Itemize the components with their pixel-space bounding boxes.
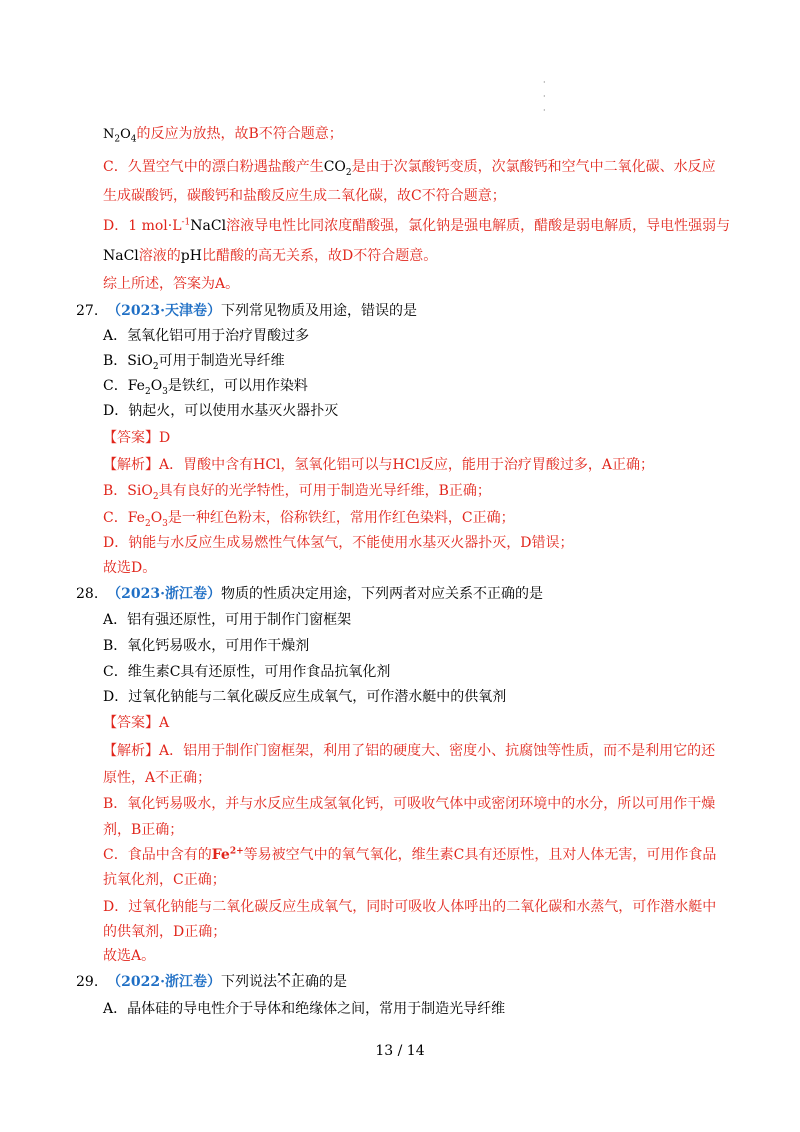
q28-analysis-2: 原性，A不正确； (103, 770, 212, 786)
q28-analysis-7: D．过氧化钠能与二氧化碳反应生成氧气，同时可吸收人体呼出的二氧化碳和水蒸气，可作潜水艇中 (103, 899, 717, 915)
q27-analysis-1: 【解析】A．胃酸中含有HCl，氢氧化铝可以与HCl反应，能用于治疗胃酸过多，A正确； (103, 457, 655, 473)
question-source: （2022·浙江卷） (107, 974, 222, 990)
q27-option-d: D．钠起火，可以使用水基灭火器扑灭 (103, 403, 339, 419)
question-29-stem: 29. （2022·浙江卷）下列说法• • • 不正确的是 (76, 972, 347, 992)
q29-option-a: A．晶体硅的导电性介于导体和绝缘体之间，常用于制造光导纤维 (103, 1001, 506, 1017)
q27-analysis-4: D．钠能与水反应生成易燃性气体氢气，不能使用水基灭火器扑灭，D错误； (103, 535, 574, 551)
prev-line-1: $N_2O_4$的反应为放热，故B不符合题意； (103, 126, 343, 145)
prev-option-d-line1: D．1 $mol\cdot L^{-1}NaCl$溶液导电性比同浓度醋酸强，氯化钠是强电解质，醋酸是弱电解质，导电性强弱与 (103, 217, 731, 234)
question-source: （2023·天津卷） (107, 303, 222, 319)
question-number: 29. (76, 974, 99, 990)
q27-option-b: B．SiO$_2$可用于制造光导纤维 (103, 353, 285, 372)
q28-answer: 【答案】A (103, 715, 170, 731)
prev-option-c-line1: C．久置空气中的漂白粉遇盐酸产生$CO_2$是由于次氯酸钙变质，次氯酸钙和空气中二氧化碳、水反应 (103, 159, 716, 178)
question-number: 27. (76, 303, 99, 319)
q28-analysis-1: 【解析】A．铝用于制作门窗框架，利用了铝的硬度大、密度小、抗腐蚀等性质，而不是利用它的还 (103, 743, 716, 759)
emphasis-marks: • • • 不正确 (277, 974, 319, 990)
q27-analysis-3: C．$Fe_2O_3$是一种红色粉末，俗称铁红，常用作红色染料，C正确； (103, 510, 515, 529)
q28-analysis-9: 故选A。 (103, 948, 156, 964)
q27-answer: 【答案】D (103, 430, 171, 446)
q28-analysis-6: 抗氧化剂，C正确； (103, 872, 226, 888)
prev-summary: 综上所述，答案为A。 (103, 276, 240, 292)
q28-analysis-5: C．食品中含有的$Fe^{2+}$等易被空气中的氧气氧化，维生素C具有还原性，且对人体无害，可用作食品 (103, 846, 717, 863)
prev-option-c-line2: 生成碳酸钙，碳酸钙和盐酸反应生成二氧化碳，故C不符合题意； (103, 188, 506, 204)
question-28-stem: 28. （2023·浙江卷）物质的性质决定用途，下列两者对应关系不正确的是 (76, 586, 544, 602)
q27-option-c: C．$Fe_2O_3$是铁红，可以用作染料 (103, 378, 308, 397)
q28-option-c: C．维生素C具有还原性，可用作食品抗氧化剂 (103, 664, 391, 680)
margin-dots: · · · (543, 78, 546, 115)
q28-analysis-8: 的供氧剂，D正确； (103, 924, 227, 940)
q28-option-a: A．铝有强还原性，可用于制作门窗框架 (103, 612, 352, 628)
q27-analysis-5: 故选D。 (103, 560, 157, 576)
question-source: （2023·浙江卷） (107, 586, 222, 602)
q28-analysis-3: B．氧化钙易吸水，并与水反应生成氢氧化钙，可吸收气体中或密闭环境中的水分，所以可用作干燥 (103, 796, 716, 812)
q28-analysis-4: 剂，B正确； (103, 822, 184, 838)
page-number: 13 / 14 (375, 1043, 425, 1059)
q28-option-d: D．过氧化钠能与二氧化碳反应生成氧气，可作潜水艇中的供氧剂 (103, 689, 507, 705)
prev-option-d-line2: NaCl溶液的pH比醋酸的高无关系，故D不符合题意。 (103, 248, 438, 264)
q28-option-b: B．氧化钙易吸水，可用作干燥剂 (103, 638, 310, 654)
question-number: 28. (76, 586, 99, 602)
question-27-stem: 27. （2023·天津卷）下列常见物质及用途，错误的是 (76, 303, 418, 319)
q27-analysis-2: B．SiO$_2$具有良好的光学特性，可用于制造光导纤维，B正确； (103, 483, 491, 502)
q27-option-a: A．氢氧化铝可用于治疗胃酸过多 (103, 328, 310, 344)
